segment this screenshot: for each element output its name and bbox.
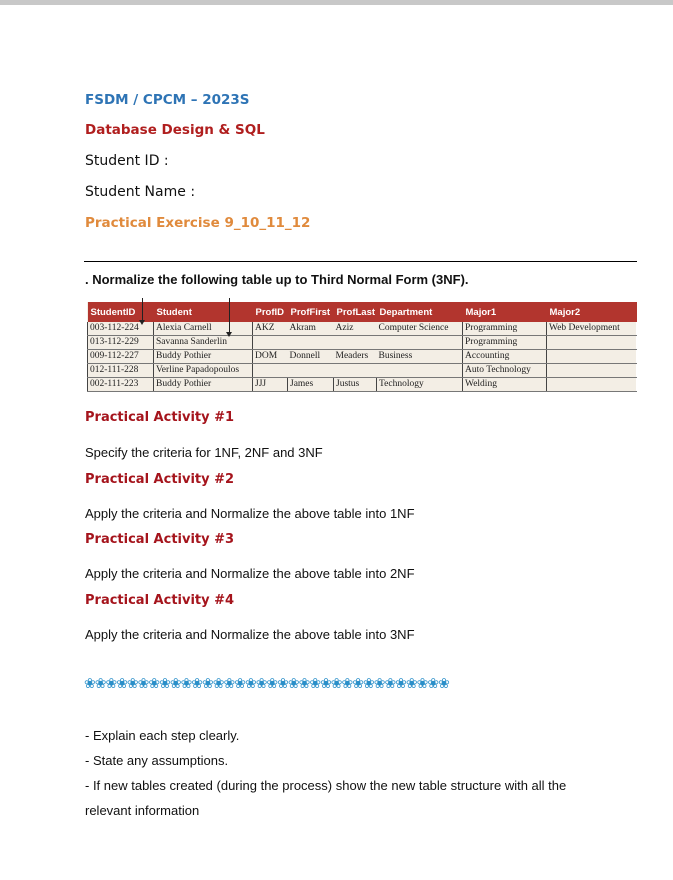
- table-cell: Aziz: [334, 322, 377, 336]
- note-line: relevant information: [85, 803, 200, 818]
- table-cell: Programming: [463, 322, 547, 336]
- source-table: [87, 302, 637, 392]
- table-cell: Buddy Pothier: [154, 378, 253, 392]
- column-header: Major1: [463, 302, 547, 322]
- table-cell: [547, 350, 637, 364]
- table-cell: Savanna Sanderlin: [154, 336, 253, 350]
- column-header: StudentID: [88, 302, 154, 322]
- activity-1-text: Specify the criteria for 1NF, 2NF and 3NF: [85, 445, 323, 460]
- table-cell: Business: [377, 350, 463, 364]
- top-border: [0, 0, 673, 5]
- activity-1-title: Practical Activity #1: [85, 410, 235, 425]
- table-cell: [377, 364, 463, 378]
- table-cell: [253, 364, 288, 378]
- table-cell: 009-112-227: [88, 350, 154, 364]
- table-cell: Donnell: [288, 350, 334, 364]
- activity-3-text: Apply the criteria and Normalize the above table into 2NF: [85, 566, 415, 581]
- dependency-arrow: [142, 298, 143, 321]
- table-cell: Verline Papadopoulos: [154, 364, 253, 378]
- table-cell: AKZ: [253, 322, 288, 336]
- column-header: Department: [377, 302, 463, 322]
- table-cell: 003-112-224: [88, 322, 154, 336]
- table-cell: Programming: [463, 336, 547, 350]
- student-id-label: Student ID :: [85, 153, 169, 169]
- column-header: ProfLast: [334, 302, 377, 322]
- note-line: - If new tables created (during the process) show the new table structure with all the: [85, 778, 567, 793]
- student-name-label: Student Name :: [85, 184, 196, 200]
- table-row: [88, 378, 637, 392]
- dependency-arrow: [229, 298, 230, 333]
- table-cell: Accounting: [463, 350, 547, 364]
- table-cell: Akram: [288, 322, 334, 336]
- column-header: ProfID: [253, 302, 288, 322]
- table-cell: 012-111-228: [88, 364, 154, 378]
- source-table-image: [87, 302, 636, 391]
- table-cell: Computer Science: [377, 322, 463, 336]
- course-title: FSDM / CPCM – 2023S: [85, 92, 250, 108]
- table-cell: [288, 364, 334, 378]
- table-cell: Technology: [377, 378, 463, 392]
- activity-3-title: Practical Activity #3: [85, 532, 235, 547]
- table-cell: [547, 378, 637, 392]
- table-cell: Web Development: [547, 322, 637, 336]
- instruction-text: . Normalize the following table up to Third Normal Form (3NF).: [85, 272, 469, 287]
- table-cell: [253, 336, 288, 350]
- table-cell: [377, 336, 463, 350]
- note-line: - State any assumptions.: [85, 753, 229, 768]
- activity-4-title: Practical Activity #4: [85, 593, 235, 608]
- activity-2-text: Apply the criteria and Normalize the above table into 1NF: [85, 506, 415, 521]
- table-cell: Auto Technology: [463, 364, 547, 378]
- table-cell: James: [288, 378, 334, 392]
- exercise-title: Practical Exercise 9_10_11_12: [85, 215, 311, 231]
- table-cell: Meaders: [334, 350, 377, 364]
- note-line: - Explain each step clearly.: [85, 728, 240, 743]
- column-header: Major2: [547, 302, 637, 322]
- table-cell: Welding: [463, 378, 547, 392]
- table-cell: [547, 364, 637, 378]
- table-cell: Justus: [334, 378, 377, 392]
- horizontal-rule: [84, 261, 637, 262]
- activity-4-text: Apply the criteria and Normalize the above table into 3NF: [85, 627, 415, 642]
- table-row: [88, 350, 637, 364]
- table-header-row: [88, 302, 637, 322]
- table-cell: [547, 336, 637, 350]
- table-cell: [334, 364, 377, 378]
- table-cell: DOM: [253, 350, 288, 364]
- table-row: [88, 336, 637, 350]
- table-cell: [334, 336, 377, 350]
- decorative-divider: ❀❀❀❀❀❀❀❀❀❀❀❀❀❀❀❀❀❀❀❀❀❀❀❀❀❀❀❀❀❀❀❀❀❀: [84, 676, 449, 692]
- table-cell: JJJ: [253, 378, 288, 392]
- column-header: ProfFirst: [288, 302, 334, 322]
- activity-2-title: Practical Activity #2: [85, 472, 235, 487]
- table-cell: Buddy Pothier: [154, 350, 253, 364]
- table-cell: Alexia Carnell: [154, 322, 253, 336]
- table-row: [88, 364, 637, 378]
- column-header: Student: [154, 302, 253, 322]
- table-cell: [288, 336, 334, 350]
- table-cell: 013-112-229: [88, 336, 154, 350]
- subject-title: Database Design & SQL: [85, 122, 265, 138]
- table-row: [88, 322, 637, 336]
- table-cell: 002-111-223: [88, 378, 154, 392]
